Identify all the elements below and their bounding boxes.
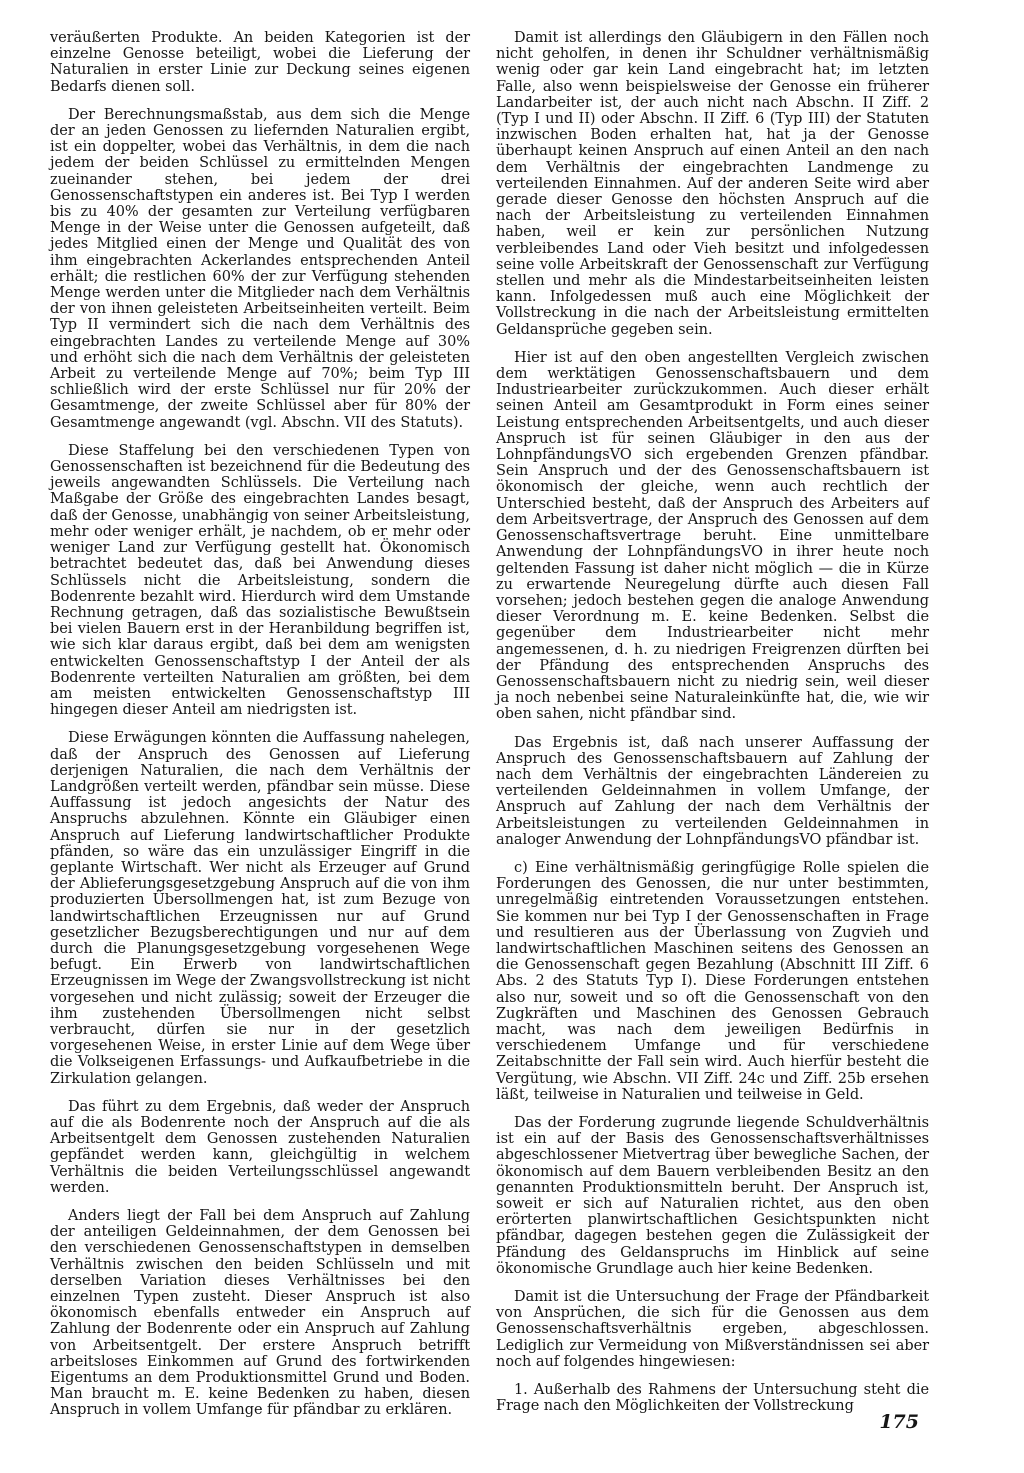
paragraph: Der Berechnungsmaßstab, aus dem sich die Menge der an jeden Genossen zu liefernden Naturalien ergibt, ist ein doppelter, wobei das Verhältnis, in dem die nach jedem der beiden Schlüssel zu ermittelnden Mengen zueinander stehen, bei jedem der drei Genossenschaftstypen ein anderes ist. Bei Typ I werden bis zu 40% der gesamten zur Verteilung verfügbaren Menge in der Weise unter die Genossen aufgeteilt, daß jedes Mitglied einen der Menge und Qualität des von ihm eingebrachten Ackerlandes entsprechenden Anteil erhält; die restlichen 60% der zur Verfügung stehenden Menge werden unter die Mitglieder nach dem Verhältnis der von ihnen geleisteten Arbeitseinheiten verteilt. Beim Typ II vermindert sich die nach dem Verhältnis des eingebrachten Landes zu verteilende Menge auf 30% und erhöht sich die nach dem Verhältnis der geleisteten Arbeit zu verteilende Menge auf 70%; beim Typ III schließlich wird der erste Schlüssel nur für 20% der Gesamtmenge, der zweite Schlüssel aber für 80% der Gesamtmenge angewandt (vgl. Abschn. VII des Statuts).	[50, 106, 470, 431]
left-text-column	[50, 30, 470, 1419]
paragraph: 1. Außerhalb des Rahmens der Untersuchung steht die Frage nach den Möglichkeiten der Vollstreckung	[496, 1382, 929, 1415]
paragraph: Anders liegt der Fall bei dem Anspruch auf Zahlung der anteiligen Geldeinnahmen, der dem Genossen bei den verschiedenen Genossenschaftstypen in demselben Verhältnis zwischen den beiden Schlüsseln und mit derselben Variation dieses Verhältnisses bei den einzelnen Typen zusteht. Dieser Anspruch ist also ökonomisch ebenfalls entweder ein Anspruch auf Zahlung der Bodenrente oder ein Anspruch auf Zahlung von Arbeitsentgelt. Der erstere Anspruch betrifft arbeitsloses Einkommen auf Grund des fortwirkenden Eigentums an dem Produktionsmittel Grund und Boden. Man braucht m. E. keine Bedenken zu haben, diesen Anspruch in vollem Umfange für pfändbar zu erklären.	[50, 1208, 470, 1419]
paragraph: veräußerten Produkte. An beiden Kategorien ist der einzelne Genosse beteiligt, wobei die Lieferung der Naturalien in erster Linie zur Deckung seines eigenen Bedarfs dienen soll.	[50, 30, 470, 95]
paragraph: Diese Staffelung bei den verschiedenen Typen von Genossenschaften ist bezeichnend für die Bedeutung des jeweils angewandten Schlüssels. Die Verteilung nach Maßgabe der Größe des eingebrachten Landes besagt, daß der Genosse, unabhängig von seiner Arbeitsleistung, mehr oder weniger erhält, je nachdem, ob er mehr oder weniger Land zur Verfügung gestellt hat. Ökonomisch betrachtet bedeutet das, daß bei Anwendung dieses Schlüssels nicht die Arbeitsleistung, sondern die Bodenrente bezahlt wird. Hierdurch wird dem Umstande Rechnung getragen, daß das sozialistische Bewußtsein bei vielen Bauern erst in der Heranbildung begriffen ist, wie sich klar daraus ergibt, daß bei dem am wenigsten entwickelten Genossenschaftstyp I der Anteil der als Bodenrente verteilten Naturalien am größten, bei dem am meisten entwickelten Genossenschaftstyp III hingegen dieser Anteil am niedrigsten ist.	[50, 442, 470, 719]
paragraph: Hier ist auf den oben angestellten Vergleich zwischen dem werktätigen Genossenschaftsbauern und dem Industriearbeiter zurückzukommen. Auch dieser erhält seinen Anteil am Gesamtprodukt in Form eines seiner Leistung entsprechenden Arbeitsentgelts, und auch dieser Anspruch ist für seinen Gläubiger in den aus der LohnpfändungsVO sich ergebenden Grenzen pfändbar. Sein Anspruch und der des Genossenschaftsbauern ist ökonomisch der gleiche, wenn auch rechtlich der Unterschied besteht, daß der Anspruch des Arbeiters auf dem Arbeitsvertrage, der Anspruch des Genossen auf dem Genossenschaftsvertrage beruht. Eine unmittelbare Anwendung der LohnpfändungsVO in ihrer heute noch geltenden Fassung ist daher nicht möglich — die in Kürze zu erwartende Neuregelung dürfte auch diesen Fall vorsehen; jedoch bestehen gegen die analoge Anwendung dieser Verordnung m. E. keine Bedenken. Selbst die gegenüber dem Industriearbeiter nicht mehr angemessenen, d. h. zu niedrigen Freigrenzen dürften bei der Pfändung des entsprechenden Anspruchs des Genossenschaftsbauern nicht zu niedrig sein, weil dieser ja noch nebenbei seine Naturaleinkünfte hat, die, wie wir oben sahen, nicht pfändbar sind.	[496, 349, 929, 723]
paragraph: Das Ergebnis ist, daß nach unserer Auffassung der Anspruch des Genossenschaftsbauern auf Zahlung der nach dem Verhältnis der eingebrachten Ländereien zu verteilenden Geldeinnahmen in vollem Umfange, der Anspruch auf Zahlung der nach dem Verhältnis der Arbeitsleistungen zu verteilenden Geldeinnahmen in analoger Anwendung der LohnpfändungsVO pfändbar ist.	[496, 734, 929, 848]
right-text-column	[496, 30, 929, 1415]
page-number: 175	[879, 1411, 919, 1433]
paragraph: Das der Forderung zugrunde liegende Schuldverhältnis ist ein auf der Basis des Genossenschaftsverhältnisses abgeschlossener Mietvertrag über bewegliche Sachen, der ökonomisch auf dem Bauern verbleibenden Besitz an den genannten Produktionsmitteln beruht. Der Anspruch ist, soweit er sich auf Naturalien richtet, aus den oben erörterten planwirtschaftlichen Gesichtspunkten nicht pfändbar, dagegen bestehen gegen die Zulässigkeit der Pfändung des Geldanspruchs im Hinblick auf seine ökonomische Grundlage auch hier keine Bedenken.	[496, 1115, 929, 1277]
paragraph: Damit ist die Untersuchung der Frage der Pfändbarkeit von Ansprüchen, die sich für die Genossen aus dem Genossenschaftsverhältnis ergeben, abgeschlossen. Lediglich zur Vermeidung von Mißverständnissen sei aber noch auf folgendes hingewiesen:	[496, 1289, 929, 1370]
paragraph: Diese Erwägungen könnten die Auffassung nahelegen, daß der Anspruch des Genossen auf Lieferung derjenigen Naturalien, die nach dem Verhältnis der Landgrößen verteilt werden, pfändbar sein müsse. Diese Auffassung ist jedoch angesichts der Natur des Anspruchs abzulehnen. Könnte ein Gläubiger einen Anspruch auf Lieferung landwirtschaftlicher Produkte pfänden, so wäre das ein unzulässiger Eingriff in die geplante Wirtschaft. Wer nicht als Erzeuger auf Grund der Ablieferungsgesetzgebung Anspruch auf die von ihm produzierten Übersollmengen hat, ist zum Bezuge von landwirtschaftlichen Erzeugnissen nur auf Grund gesetzlicher Bezugsberechtigungen und nur auf dem durch die Planungsgesetzgebung vorgesehenen Wege befugt. Ein Erwerb von landwirtschaftlichen Erzeugnissen im Wege der Zwangsvollstreckung ist nicht vorgesehen und nicht zulässig; soweit der Erzeuger die ihm zustehenden Übersollmengen nicht selbst verbraucht, dürfen sie nur in der gesetzlich vorgesehenen Weise, in erster Linie auf dem Wege über die Volkseigenen Erfassungs- und Aufkaufbetriebe in die Zirkulation gelangen.	[50, 730, 470, 1087]
paragraph: Das führt zu dem Ergebnis, daß weder der Anspruch auf die als Bodenrente noch der Anspruch auf die als Arbeitsentgelt dem Genossen zustehenden Naturalien gepfändet werden kann, gleichgültig in welchem Verhältnis die beiden Verteilungsschlüssel angewandt werden.	[50, 1098, 470, 1196]
paragraph: Damit ist allerdings den Gläubigern in den Fällen noch nicht geholfen, in denen ihr Schuldner verhältnismäßig wenig oder gar kein Land eingebracht hat; im letzten Falle, also wenn beispielsweise der Genosse ein früherer Landarbeiter ist, der auch nicht nach Abschn. II Ziff. 2 (Typ I und II) oder Abschn. II Ziff. 6 (Typ III) der Statuten inzwischen Boden erhalten hat, hat ja der Genosse überhaupt keinen Anspruch auf einen Anteil an den nach dem Verhältnis der eingebrachten Landmenge zu verteilenden Einnahmen. Auf der anderen Seite wird aber gerade dieser Genosse den höchsten Anspruch auf die nach der Arbeitsleistung zu verteilenden Einnahmen haben, weil er kein zur persönlichen Nutzung verbleibendes Land oder Vieh besitzt und infolgedessen seine volle Arbeitskraft der Genossenschaft zur Verfügung stellen und mehr als die Mindestarbeitseinheiten leisten kann. Infolgedessen muß auch eine Möglichkeit der Vollstreckung in die nach der Arbeitsleistung ermittelten Geldansprüche gegeben sein.	[496, 30, 929, 338]
paragraph: c) Eine verhältnismäßig geringfügige Rolle spielen die Forderungen des Genossen, die nur unter bestimmten, unregelmäßig eintretenden Voraussetzungen entstehen. Sie kommen nur bei Typ I der Genossenschaften in Frage und resultieren aus der Überlassung von Zugvieh und landwirtschaftlichen Maschinen seitens des Genossen an die Genossenschaft gegen Bezahlung (Abschnitt III Ziff. 6 Abs. 2 des Statuts Typ I). Diese Forderungen entstehen also nur, soweit und so oft die Genossenschaft von den Zugkräften und Maschinen des Genossen Gebrauch macht, was nach dem jeweiligen Bedürfnis in verschiedenem Umfange und für verschiedene Zeitabschnitte der Fall sein wird. Auch hierfür besteht die Vergütung, wie Abschn. VII Ziff. 24c und Ziff. 25b ersehen läßt, teilweise in Naturalien und teilweise in Geld.	[496, 859, 929, 1103]
